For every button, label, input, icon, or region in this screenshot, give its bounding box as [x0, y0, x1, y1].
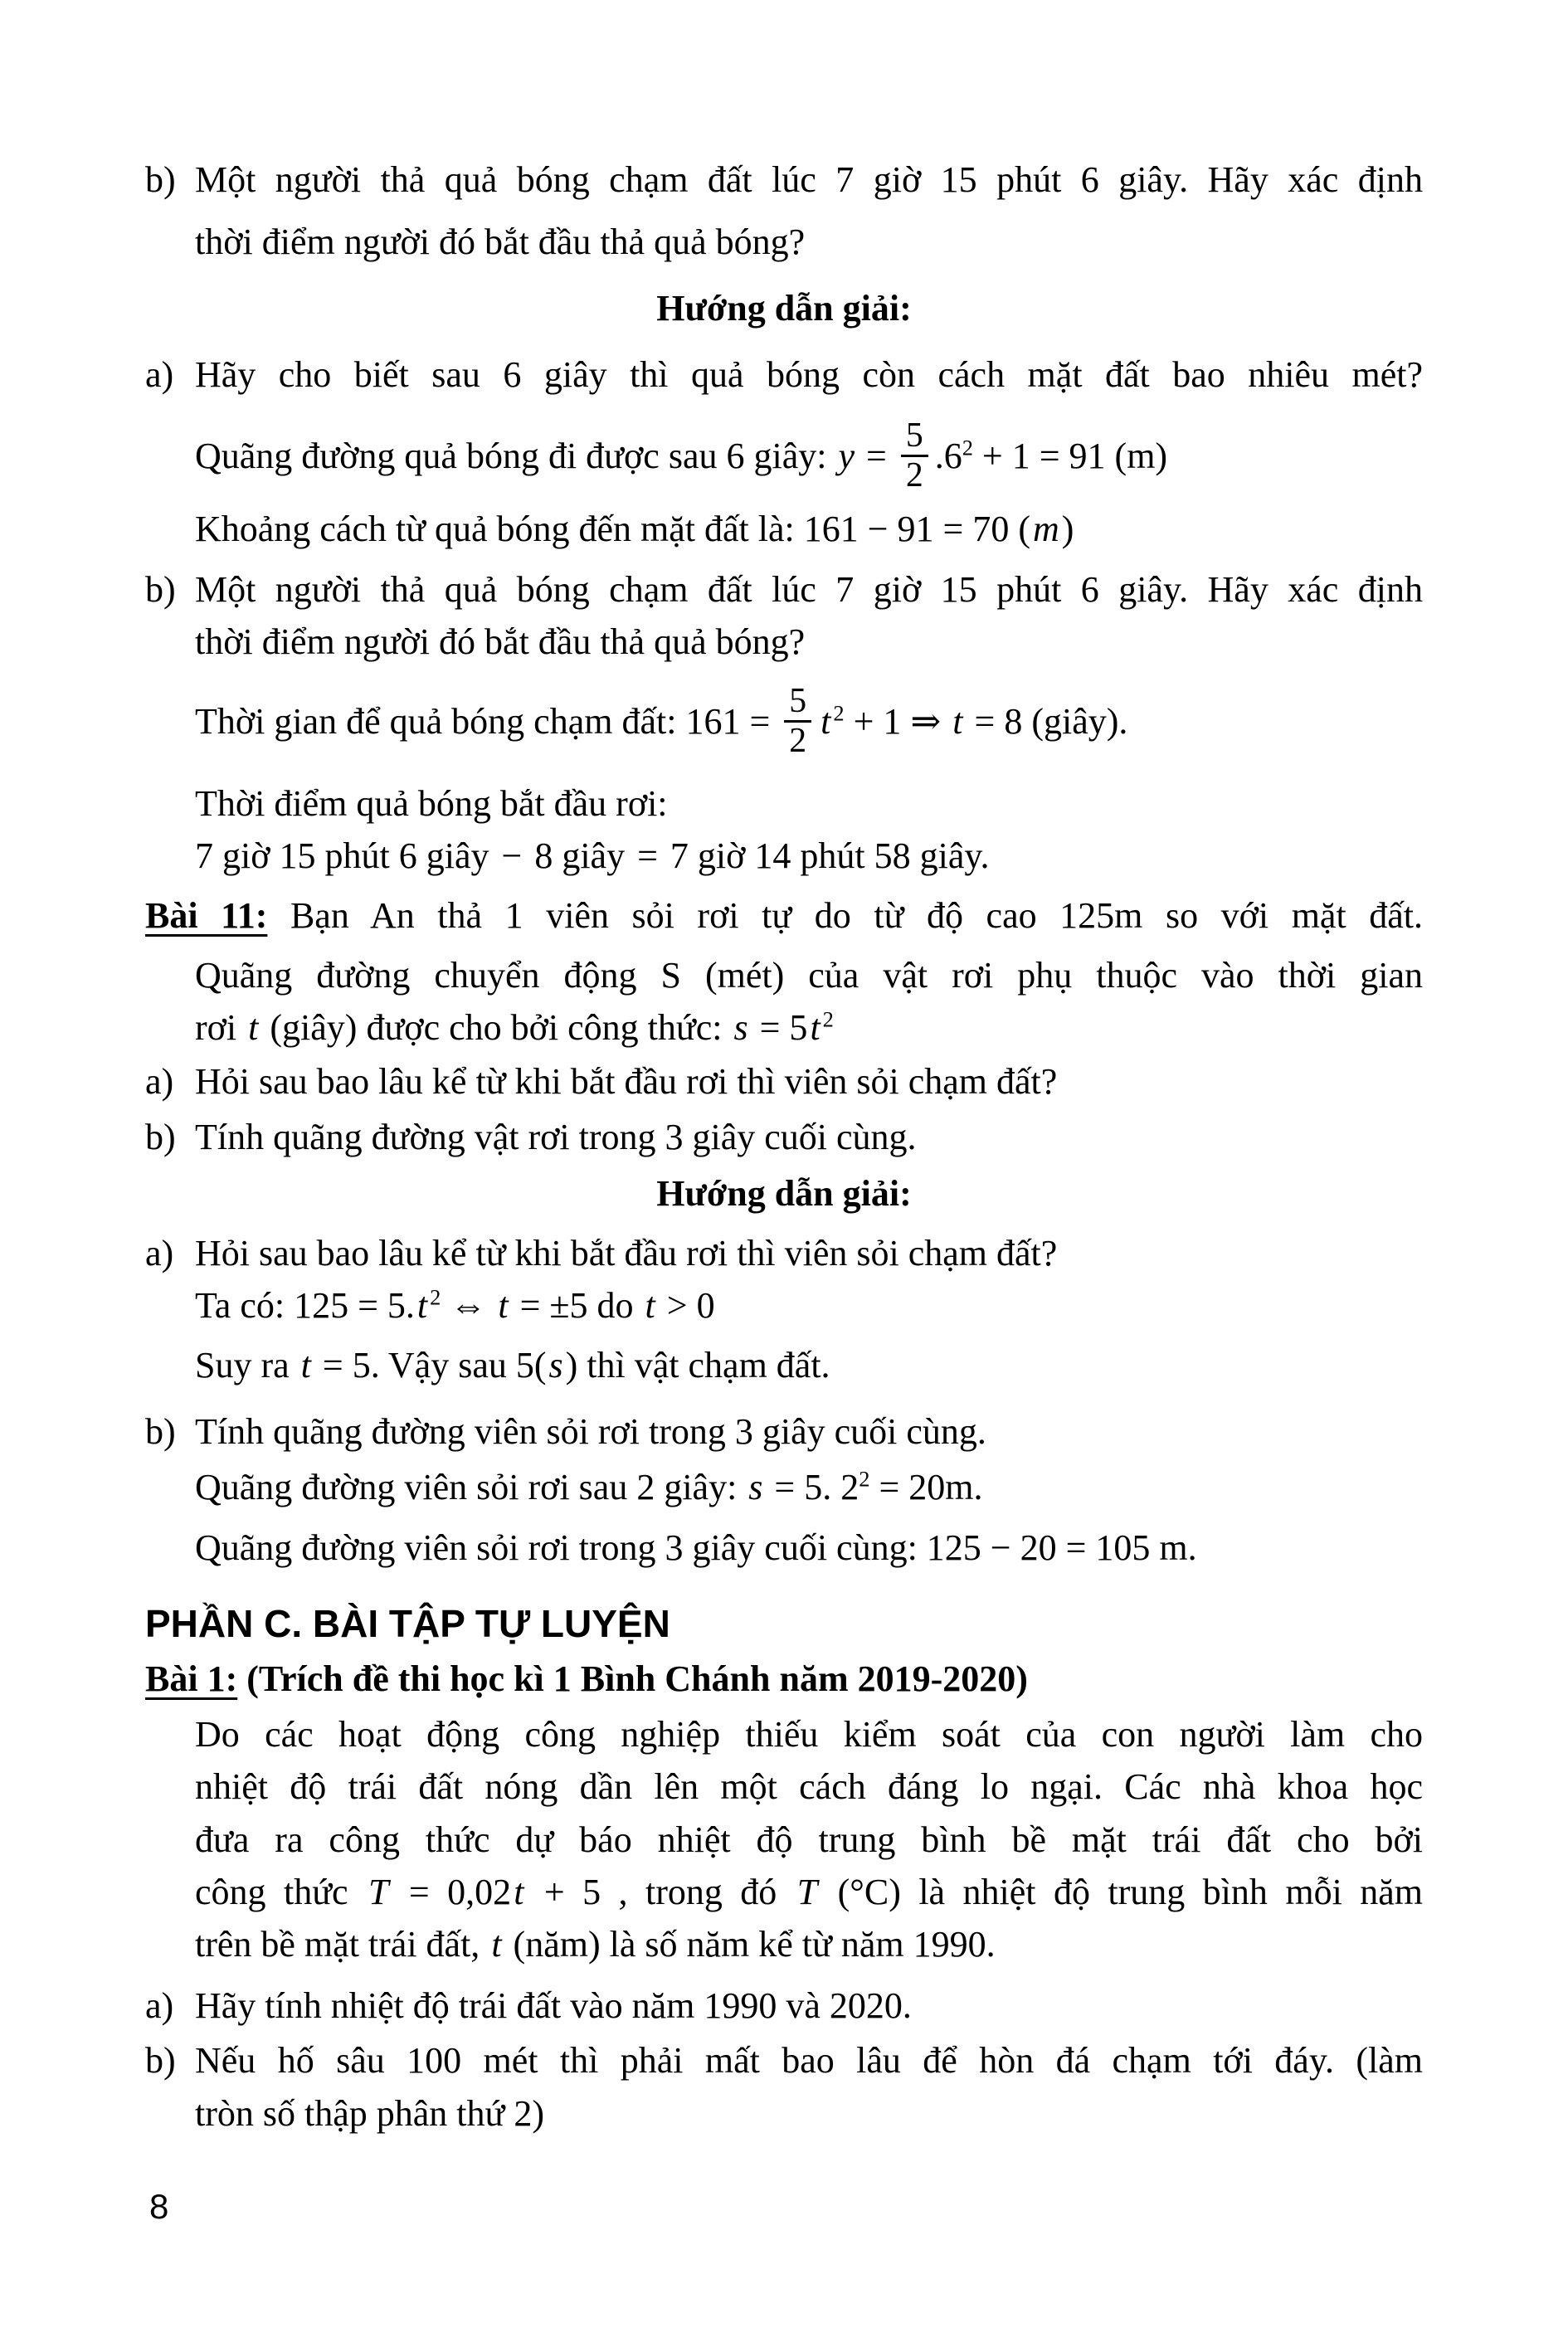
ex1-para-line1 — [145, 1708, 1423, 1760]
p11-sol-b-eq1 — [145, 1461, 1423, 1513]
problem-label: Bài 11: — [145, 895, 268, 936]
part-c-heading — [145, 1596, 1423, 1651]
page-number-text: 8 — [149, 2187, 169, 2226]
equals-sign: = — [856, 436, 896, 476]
line-text: (giây) được cho bởi công thức: — [261, 1007, 732, 1048]
solution-heading-2 — [145, 1167, 1423, 1220]
ex1-item-b-line2 — [145, 2087, 1423, 2140]
formula-suffix: ) thì vật chạm đất. — [565, 1345, 830, 1385]
p10-item-b-line1 — [145, 153, 1423, 206]
line-text: trên bề mặt trái đất, — [195, 1924, 489, 1965]
paren-close: ) — [1061, 509, 1074, 549]
fraction-numerator: 5 — [784, 683, 811, 723]
item-marker-b: b) — [145, 159, 176, 200]
formula-suffix: > 0 — [657, 1285, 715, 1326]
exponent: 2 — [430, 1284, 441, 1310]
heading-text: Hướng dẫn giải: — [656, 1173, 912, 1214]
time-value: 7 giờ 14 phút 58 giây. — [670, 835, 990, 876]
math-var-t: t — [821, 701, 831, 742]
item-marker-a: a) — [145, 1061, 174, 1102]
ex1-para-line4 — [145, 1866, 1423, 1918]
ex1-para-line3 — [145, 1814, 1423, 1866]
fraction-numerator: 5 — [901, 417, 928, 457]
math-var-t: t — [810, 1007, 821, 1048]
problem-source: (Trích đề thi học kì 1 Bình Chánh năm 2019-2020) — [237, 1658, 1028, 1699]
p11-sol-b-eq2 — [145, 1522, 1423, 1574]
line-text: thời điểm người đó bắt đầu thả quả bóng? — [195, 621, 806, 662]
item-marker-b: b) — [145, 569, 176, 610]
line-text: Một người thả quả bóng chạm đất lúc 7 giờ 15 phút 6 giây. Hãy xác định — [195, 159, 1423, 200]
formula-mid: = 5. 2 — [765, 1467, 859, 1507]
p10-formula-distance — [145, 411, 1423, 502]
math-var-t: t — [952, 701, 963, 742]
formula-mid: + 5 , trong đó — [526, 1872, 795, 1912]
line-text: Hỏi sau bao lâu kể từ khi bắt đầu rơi thì viên sỏi chạm đất? — [195, 1233, 1058, 1273]
exponent: 2 — [859, 1466, 870, 1492]
p10-item-b-line2 — [145, 216, 1423, 268]
ex1-title — [145, 1653, 1423, 1705]
fraction-5-2 — [784, 683, 811, 760]
p10-drop-time-label — [145, 777, 1423, 830]
line-text: Hỏi sau bao lâu kể từ khi bắt đầu rơi thì viên sỏi chạm đất? — [195, 1061, 1058, 1102]
formula-suffix: (°C) là nhiệt độ trung bình mỗi năm — [820, 1872, 1423, 1912]
item-marker-b: b) — [145, 2040, 176, 2081]
item-marker-b: b) — [145, 1411, 176, 1452]
ex1-para-line2 — [145, 1760, 1423, 1813]
ex1-para-line5 — [145, 1918, 1423, 1970]
math-var-t: t — [498, 1285, 509, 1326]
line-text: Hãy tính nhiệt độ trái đất vào năm 1990 và 2020. — [195, 1985, 912, 2026]
formula-prefix: Quãng đường quả bóng đi được sau 6 giây: — [195, 436, 836, 476]
p11-intro-line3 — [145, 1001, 1423, 1054]
p11-sol-a-conclusion — [145, 1339, 1423, 1391]
formula-prefix: công thức — [195, 1872, 367, 1912]
math-var-t: t — [300, 1345, 311, 1385]
math-var-t: t — [248, 1007, 259, 1048]
item-marker-a: a) — [145, 354, 174, 395]
ex1-item-a — [145, 1979, 1423, 2032]
line-text: Tính quãng đường viên sỏi rơi trong 3 giây cuối cùng. — [195, 1411, 986, 1452]
line-text: Quãng đường viên sỏi rơi trong 3 giây cuối cùng: 125 − 20 = 105 m. — [195, 1527, 1197, 1568]
line-text: Do các hoạt động công nghiệp thiếu kiểm soát của con người làm cho — [195, 1714, 1423, 1755]
math-var-y: y — [838, 436, 855, 476]
math-var-t: t — [514, 1872, 524, 1912]
line-text: Một người thả quả bóng chạm đất lúc 7 giờ 15 phút 6 giây. Hãy xác định — [195, 569, 1423, 610]
line-text: Khoảng cách từ quả bóng đến mặt đất là: 161 − 91 = 70 ( — [195, 509, 1031, 549]
solution-heading-1 — [145, 282, 1423, 334]
p11-intro-line2 — [145, 949, 1423, 1001]
formula-mid: .6 — [934, 436, 962, 476]
formula-mid: ⇔ — [441, 1285, 496, 1326]
line-text: tròn số thập phân thứ 2) — [195, 2093, 545, 2134]
problem-label: Bài 1: — [145, 1658, 238, 1699]
p11-item-b — [145, 1111, 1423, 1163]
line-text: rơi — [195, 1007, 246, 1048]
math-var-s: s — [548, 1345, 563, 1385]
formula-prefix: Quãng đường viên sỏi rơi sau 2 giây: — [195, 1467, 747, 1507]
ex1-item-b-line1 — [145, 2034, 1423, 2087]
math-var-T: T — [368, 1872, 389, 1912]
line-text: Nếu hố sâu 100 mét thì phải mất bao lâu để hòn đá chạm tới đáy. (làm — [195, 2040, 1423, 2081]
math-var-t: t — [416, 1285, 428, 1326]
time-value: 8 giây — [534, 835, 626, 876]
math-var-s: s — [733, 1007, 748, 1048]
p10-sol-b-line2 — [145, 616, 1423, 668]
math-var-m: m — [1033, 509, 1059, 549]
line-text: (năm) là số năm kể từ năm 1990. — [504, 1924, 996, 1965]
formula-suffix: = 20m. — [869, 1467, 983, 1507]
minus-sign: − — [501, 835, 523, 876]
exponent: 2 — [962, 435, 973, 460]
p10-formula-time — [145, 676, 1423, 767]
line-text: Tính quãng đường vật rơi trong 3 giây cuối cùng. — [195, 1117, 917, 1157]
exponent: 2 — [822, 1006, 834, 1032]
formula-suffix: + 1 = 91 (m) — [972, 436, 1168, 476]
formula-mid: = 0,02 — [391, 1872, 512, 1912]
item-marker-b: b) — [145, 1117, 176, 1157]
math-var-t: t — [491, 1924, 502, 1965]
p10-distance-result — [145, 503, 1423, 555]
fraction-denominator: 2 — [905, 456, 923, 495]
line-text: Hãy cho biết sau 6 giây thì quả bóng còn cách mặt đất bao nhiêu mét? — [195, 354, 1423, 395]
fraction-denominator: 2 — [789, 722, 807, 761]
equals-sign: = — [637, 835, 658, 876]
formula-mid: + 1 ⇒ — [844, 701, 951, 742]
formula-prefix: Ta có: 125 = 5. — [195, 1285, 415, 1326]
formula-prefix: Suy ra — [195, 1345, 299, 1385]
line-text: thời điểm người đó bắt đầu thả quả bóng? — [195, 222, 806, 262]
heading-text: Hướng dẫn giải: — [656, 288, 912, 329]
line-text: Bạn An thả 1 viên sỏi rơi tự do từ độ cao 125m so với mặt đất. — [267, 895, 1424, 936]
line-text: đưa ra công thức dự báo nhiệt độ trung bình bề mặt trái đất cho bởi — [195, 1819, 1423, 1860]
p10-sol-a — [145, 348, 1423, 401]
time-value: 7 giờ 15 phút 6 giây — [195, 835, 489, 876]
formula-mid: = 5 — [750, 1007, 808, 1048]
item-marker-a: a) — [145, 1233, 174, 1273]
formula-mid: = 5. Vậy sau 5( — [313, 1345, 547, 1385]
p10-time-calculation — [145, 830, 1423, 882]
fraction-5-2 — [901, 417, 928, 494]
math-var-t: t — [645, 1285, 655, 1326]
page-number — [149, 2180, 168, 2233]
line-text: Quãng đường chuyển động S (mét) của vật rơi phụ thuộc vào thời gian — [195, 955, 1423, 996]
math-var-T: T — [796, 1872, 818, 1912]
formula-prefix: Thời gian để quả bóng chạm đất: 161 = — [195, 701, 780, 742]
heading-text: PHẦN C. BÀI TẬP TỰ LUYỆN — [145, 1602, 670, 1645]
line-text: nhiệt độ trái đất nóng dần lên một cách đáng lo ngại. Các nhà khoa học — [195, 1766, 1423, 1807]
p11-item-a — [145, 1055, 1423, 1108]
p11-sol-b-title — [145, 1405, 1423, 1458]
formula-mid: = ±5 do — [510, 1285, 643, 1326]
p11-sol-a-eq — [145, 1279, 1423, 1332]
p10-sol-b-line1 — [145, 563, 1423, 616]
math-var-s: s — [748, 1467, 763, 1507]
exponent: 2 — [833, 700, 845, 726]
line-text: Thời điểm quả bóng bắt đầu rơi: — [195, 783, 668, 824]
formula-suffix: = 8 (giây). — [965, 701, 1128, 742]
p11-title-line — [145, 889, 1423, 942]
item-marker-a: a) — [145, 1985, 174, 2026]
p11-sol-a-title — [145, 1227, 1423, 1279]
